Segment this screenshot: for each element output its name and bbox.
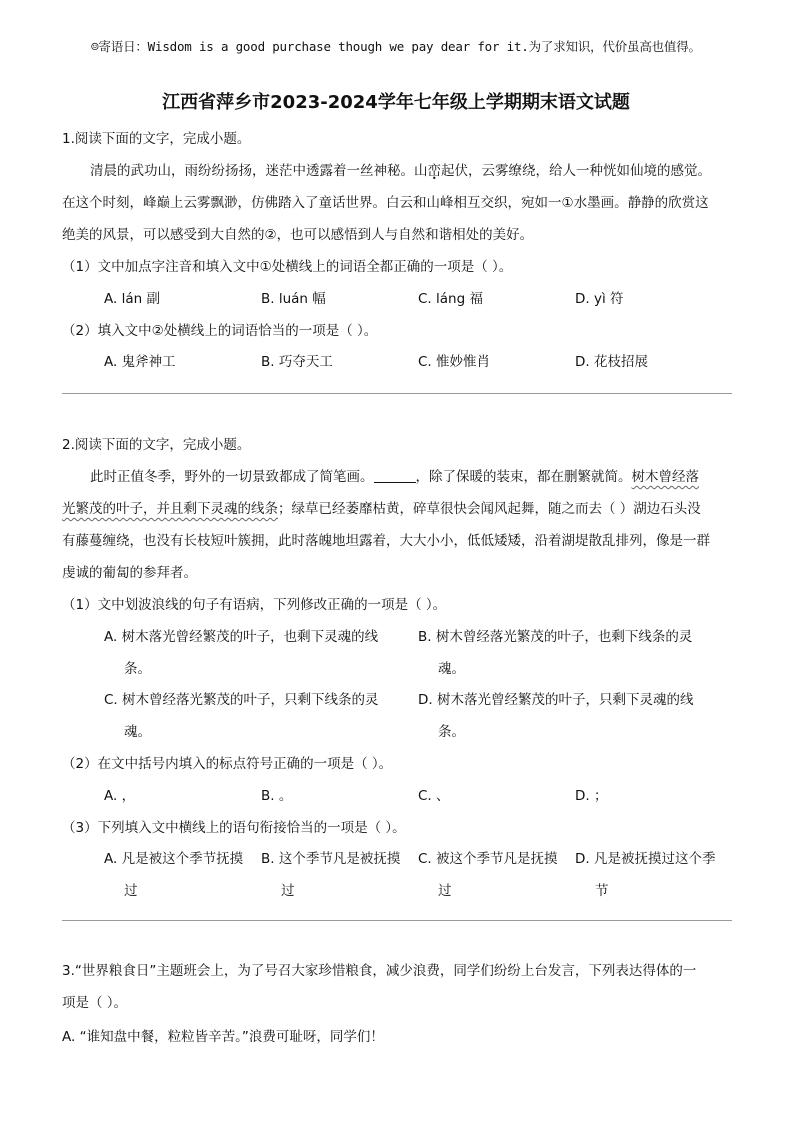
- q2-passage-line-4: 虔诚的葡匐的参拜者。: [62, 565, 197, 581]
- q2-passage-line-3: 有藤蔓缠绕，也没有长枝短叶簇拥，此时落魄地坦露着，大大小小，低低矮矮，沿着湖堤散乱排列，像是一群: [62, 533, 710, 549]
- q2-sub3-option-d-cont: 节: [595, 883, 609, 899]
- q2-sub2-option-a[interactable]: A. ，: [104, 788, 136, 804]
- q1-sub1-option-c[interactable]: C. láng 福: [418, 291, 483, 307]
- page-title: 江西省萍乡市2023-2024学年七年级上学期期末语文试题: [162, 92, 630, 113]
- q1-sub1-option-a[interactable]: A. lán 副: [104, 291, 160, 307]
- q1-sub2-option-b[interactable]: B. 巧夺天工: [261, 354, 333, 370]
- q2-sub3-option-c-cont: 过: [438, 883, 452, 899]
- q1-sub1-stem: （1）文中加点字注音和填入文中①处横线上的词语全都正确的一项是（ ）。: [62, 259, 513, 275]
- wavy-underlined-sentence-cont: 光繁茂的叶子，并且剩下灵魂的线条: [62, 501, 278, 517]
- q2-sub1-option-b[interactable]: B. 树木曾经落光繁茂的叶子，也剩下线条的灵: [418, 629, 693, 645]
- q2-sub3-option-d[interactable]: D. 凡是被抚摸过这个季: [575, 851, 716, 867]
- q2-sub3-option-b-cont: 过: [281, 883, 295, 899]
- q2-sub1-option-d-cont: 条。: [438, 724, 465, 740]
- q2-sub3-option-b[interactable]: B. 这个季节凡是被抚摸: [261, 851, 401, 867]
- q2-sub3-option-a[interactable]: A. 凡是被这个季节抚摸: [104, 851, 244, 867]
- q2-sub2-stem: （2）在文中括号内填入的标点符号正确的一项是（ ）。: [62, 756, 393, 772]
- fill-in-blank: [374, 468, 416, 483]
- q2-sub3-option-a-cont: 过: [124, 883, 138, 899]
- q2-prompt: 2.阅读下面的文字，完成小题。: [62, 437, 251, 453]
- wavy-underlined-sentence: 树木曾经落: [631, 469, 699, 485]
- q2-sub2-option-c[interactable]: C. 、: [418, 788, 450, 804]
- q1-passage-line-2: 在这个时刻，峰巅上云雾飘渺，仿佛踏入了童话世界。白云和山峰相互交织，宛如一①水墨画。静静的欣赏这: [62, 195, 709, 211]
- q2-sub2-option-b[interactable]: B. 。: [261, 788, 293, 804]
- q3-prompt-line-2: 项是（ ）。: [62, 995, 128, 1011]
- q2-sub1-option-b-cont: 魂。: [438, 661, 465, 677]
- section-divider: [62, 920, 732, 921]
- q1-passage-line-1: 清晨的武功山，雨纷纷扬扬，迷茫中透露着一丝神秘。山峦起伏，云雾缭绕，给人一种恍如仙境的感觉。: [90, 163, 711, 179]
- q1-sub1-option-d[interactable]: D. yì 符: [575, 291, 624, 307]
- q1-sub2-option-d[interactable]: D. 花枝招展: [575, 354, 648, 370]
- q1-sub1-option-b[interactable]: B. luán 幅: [261, 291, 326, 307]
- q2-sub1-option-c-cont: 魂。: [124, 724, 151, 740]
- q2-sub1-option-a[interactable]: A. 树木落光曾经繁茂的叶子，也剩下灵魂的线: [104, 629, 379, 645]
- q2-sub3-option-c[interactable]: C. 被这个季节凡是抚摸: [418, 851, 558, 867]
- dotted-character: 峦: [427, 163, 441, 179]
- q1-sub2-option-c[interactable]: C. 惟妙惟肖: [418, 354, 491, 370]
- q1-sub2-option-a[interactable]: A. 鬼斧神工: [104, 354, 176, 370]
- motto-line: ☺寄语日：Wisdom is a good purchase though we pay dear for it.为了求知识，代价虽高也值得。: [91, 39, 701, 54]
- q2-sub1-option-c[interactable]: C. 树木曾经落光繁茂的叶子，只剩下线条的灵: [104, 692, 379, 708]
- q2-passage-line-2: 光繁茂的叶子，并且剩下灵魂的线条；绿草已经萎靡枯黄，碎草很快会闻风起舞，随之而去（ ）湖边石头没: [62, 501, 701, 517]
- q2-sub1-stem: （1）文中划波浪线的句子有语病，下列修改正确的一项是（ ）。: [62, 597, 447, 613]
- q2-sub3-stem: （3）下列填入文中横线上的语句衔接恰当的一项是（ ）。: [62, 820, 406, 836]
- q1-prompt: 1.阅读下面的文字，完成小题。: [62, 131, 251, 147]
- q1-passage-line-3: 绝美的风景，可以感受到大自然的②，也可以感悟到人与自然和谐相处的美好。: [62, 227, 534, 243]
- q2-sub2-option-d[interactable]: D. ；: [575, 788, 608, 804]
- q3-option-a[interactable]: A. “谁知盘中餐，粒粒皆辛苦。”浪费可耻呀，同学们！: [62, 1029, 384, 1045]
- q1-sub2-stem: （2）填入文中②处横线上的词语恰当的一项是（ ）。: [62, 323, 378, 339]
- q2-passage-line-1: 此时正值冬季，野外的一切景致都成了简笔画。 ，除了保暖的装束，都在删繁就简。树木曾经落: [90, 469, 699, 485]
- q2-sub1-option-a-cont: 条。: [124, 661, 151, 677]
- section-divider: [62, 393, 732, 394]
- q2-sub1-option-d[interactable]: D. 树木落光曾经繁茂的叶子，只剩下灵魂的线: [418, 692, 694, 708]
- q3-prompt-line-1: 3.“世界粮食日”主题班会上，为了号召大家珍惜粮食，减少浪费，同学们纷纷上台发言，下列表达得体的一: [62, 963, 697, 979]
